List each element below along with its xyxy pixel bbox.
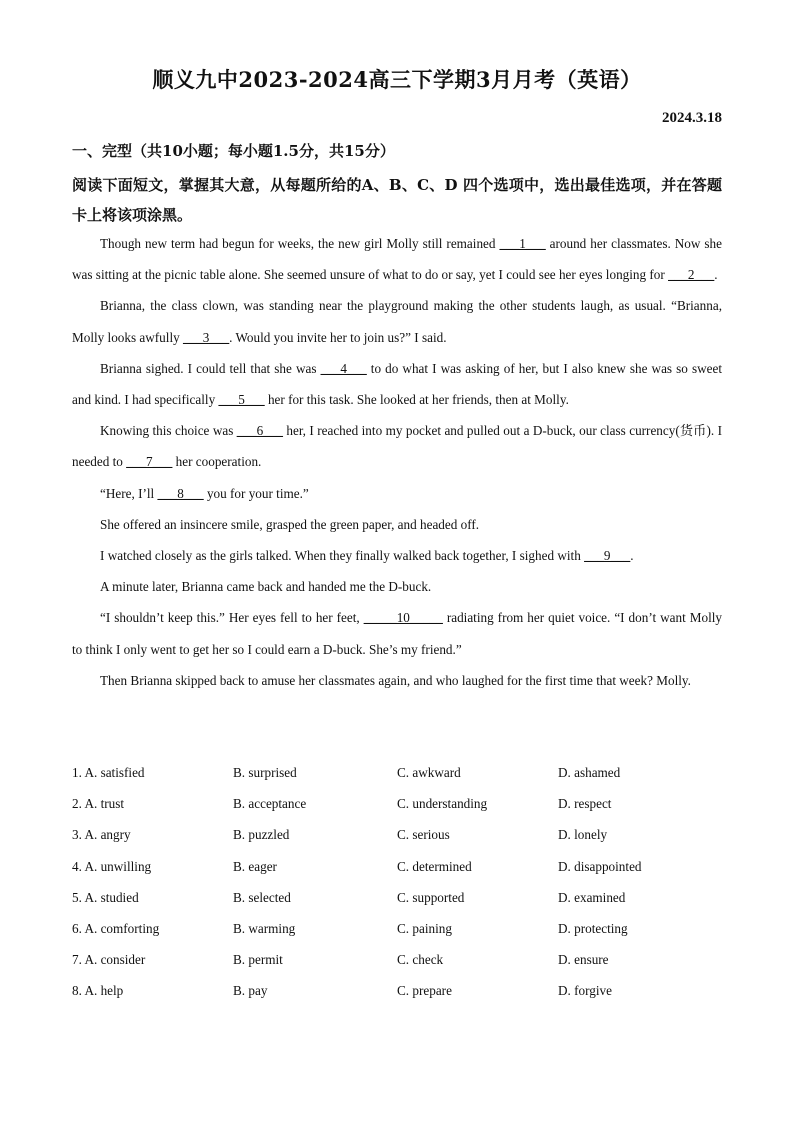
passage-text: her for this task. She looked at her friends, then at Molly. bbox=[264, 392, 569, 408]
paragraph-6 bbox=[72, 509, 722, 540]
option-d: D. ashamed bbox=[558, 765, 621, 780]
passage-text: . bbox=[630, 548, 634, 564]
passage-text: She offered an insincere smile, grasped the green paper, and headed off. bbox=[100, 516, 480, 532]
passage-text: you for your time.” bbox=[203, 485, 309, 501]
passage-text: Brianna, the class clown, was standing near the playground making the other students laugh, as usual. “Brianna, Molly looks awfully bbox=[72, 298, 722, 345]
paragraph-5 bbox=[72, 478, 722, 509]
blank-8: ___8___ bbox=[157, 485, 204, 501]
option-a: 4. A. unwilling bbox=[72, 858, 152, 874]
passage-text: . Would you invite her to join us?” I said. bbox=[229, 329, 447, 345]
option-b: B. permit bbox=[233, 952, 283, 968]
option-d: D. ensure bbox=[558, 952, 609, 968]
option-a: 2. A. trust bbox=[72, 796, 125, 812]
option-d: D. disappointed bbox=[558, 858, 642, 874]
passage-text: I watched closely as the girls talked. When they finally walked back together, I sighed with bbox=[100, 548, 585, 564]
option-b: B. pay bbox=[233, 983, 268, 999]
section-heading: 一、完型（共10小题；每小题1.5分，共15分） bbox=[72, 142, 395, 160]
option-c: C. paining bbox=[397, 920, 452, 936]
option-a: 5. A. studied bbox=[72, 889, 139, 905]
exam-title: 顺义九中2023-2024高三下学期3月月考（英语） bbox=[152, 67, 642, 92]
option-c: C. determined bbox=[397, 858, 472, 874]
option-c: C. understanding bbox=[397, 796, 488, 812]
question-row bbox=[72, 944, 722, 975]
passage-text: A minute later, Brianna came back and handed me the D-buck. bbox=[100, 579, 432, 595]
section-instruction: 阅读下面短文，掌握其大意，从每题所给的A、B、C、D 四个选项中，选出最佳选项，并在答题卡上将该项涂黑。 bbox=[72, 176, 722, 224]
passage-text: her cooperation. bbox=[172, 454, 262, 470]
option-b: B. warming bbox=[233, 920, 296, 936]
blank-5: ___5___ bbox=[218, 392, 265, 408]
passage-text: . bbox=[714, 267, 718, 283]
option-c: C. serious bbox=[397, 827, 450, 843]
blank-1: ___1___ bbox=[499, 236, 546, 251]
paragraph-9 bbox=[72, 602, 722, 664]
paragraph-10 bbox=[72, 665, 722, 696]
option-c: C. awkward bbox=[397, 765, 461, 780]
passage-text: Knowing this choice was bbox=[100, 423, 237, 439]
question-row bbox=[72, 882, 722, 913]
answer-options bbox=[72, 757, 722, 1007]
option-c: C. supported bbox=[397, 889, 465, 905]
passage-text: around her classmates. Now she was sitting at the picnic table alone. She seemed unsure of what to do or say, yet I could see her eyes longing for bbox=[72, 236, 723, 283]
passage-text: to do what I was asking of her, but I also knew she was so sweet and kind. I had specifically bbox=[72, 360, 722, 408]
option-d: D. protecting bbox=[558, 920, 628, 936]
blank-3: ___3___ bbox=[183, 329, 230, 345]
blank-4: ___4___ bbox=[320, 360, 367, 376]
blank-6: ___6___ bbox=[236, 423, 283, 439]
passage-text: “Here, I’ll bbox=[100, 485, 158, 501]
option-a: 7. A. consider bbox=[72, 952, 146, 968]
paragraph-8 bbox=[72, 571, 722, 602]
option-a: 6. A. comforting bbox=[72, 920, 160, 936]
blank-10: _____10_____ bbox=[363, 610, 443, 626]
passage-text: radiating from her quiet voice. “I don’t want Molly to think I only went to get her so I could earn a D-buck. She’s my friend.” bbox=[72, 610, 722, 657]
paragraph-7 bbox=[72, 540, 722, 571]
passage-text: Then Brianna skipped back to amuse her classmates again, and who laughed for the first time that week? Molly. bbox=[100, 672, 691, 688]
blank-2: ___2___ bbox=[668, 267, 715, 283]
paragraph-1 bbox=[72, 228, 722, 290]
option-d: D. respect bbox=[558, 796, 612, 812]
option-c: C. prepare bbox=[397, 983, 452, 999]
paragraph-4 bbox=[72, 415, 722, 477]
question-row bbox=[72, 975, 722, 1006]
paragraph-3 bbox=[72, 353, 722, 415]
question-row bbox=[72, 788, 722, 819]
question-row bbox=[72, 913, 722, 944]
option-a: 3. A. angry bbox=[72, 827, 131, 843]
blank-9: ___9___ bbox=[584, 548, 631, 564]
blank-7: ___7___ bbox=[126, 454, 173, 470]
passage-text: her, I reached into my pocket and pulled out a D-buck, our class currency(货币). I needed to bbox=[72, 423, 723, 470]
option-d: D. lonely bbox=[558, 827, 608, 843]
option-b: B. puzzled bbox=[233, 827, 290, 843]
exam-date: 2024.3.18 bbox=[662, 110, 722, 126]
passage-text: Though new term had begun for weeks, the new girl Molly still remained bbox=[100, 236, 500, 251]
cloze-passage bbox=[72, 228, 722, 696]
passage-text: Brianna sighed. I could tell that she was bbox=[100, 360, 321, 376]
question-row bbox=[72, 757, 722, 788]
option-b: B. acceptance bbox=[233, 796, 307, 812]
passage-text: “I shouldn’t keep this.” Her eyes fell to her feet, bbox=[100, 610, 364, 626]
option-b: B. eager bbox=[233, 858, 277, 874]
question-row bbox=[72, 819, 722, 850]
option-a: 1. A. satisfied bbox=[72, 765, 145, 780]
question-row bbox=[72, 851, 722, 882]
option-b: B. surprised bbox=[233, 765, 297, 780]
option-b: B. selected bbox=[233, 889, 291, 905]
option-d: D. forgive bbox=[558, 983, 612, 999]
option-c: C. check bbox=[397, 952, 444, 968]
option-a: 8. A. help bbox=[72, 983, 124, 999]
paragraph-2 bbox=[72, 290, 722, 352]
option-d: D. examined bbox=[558, 889, 626, 905]
